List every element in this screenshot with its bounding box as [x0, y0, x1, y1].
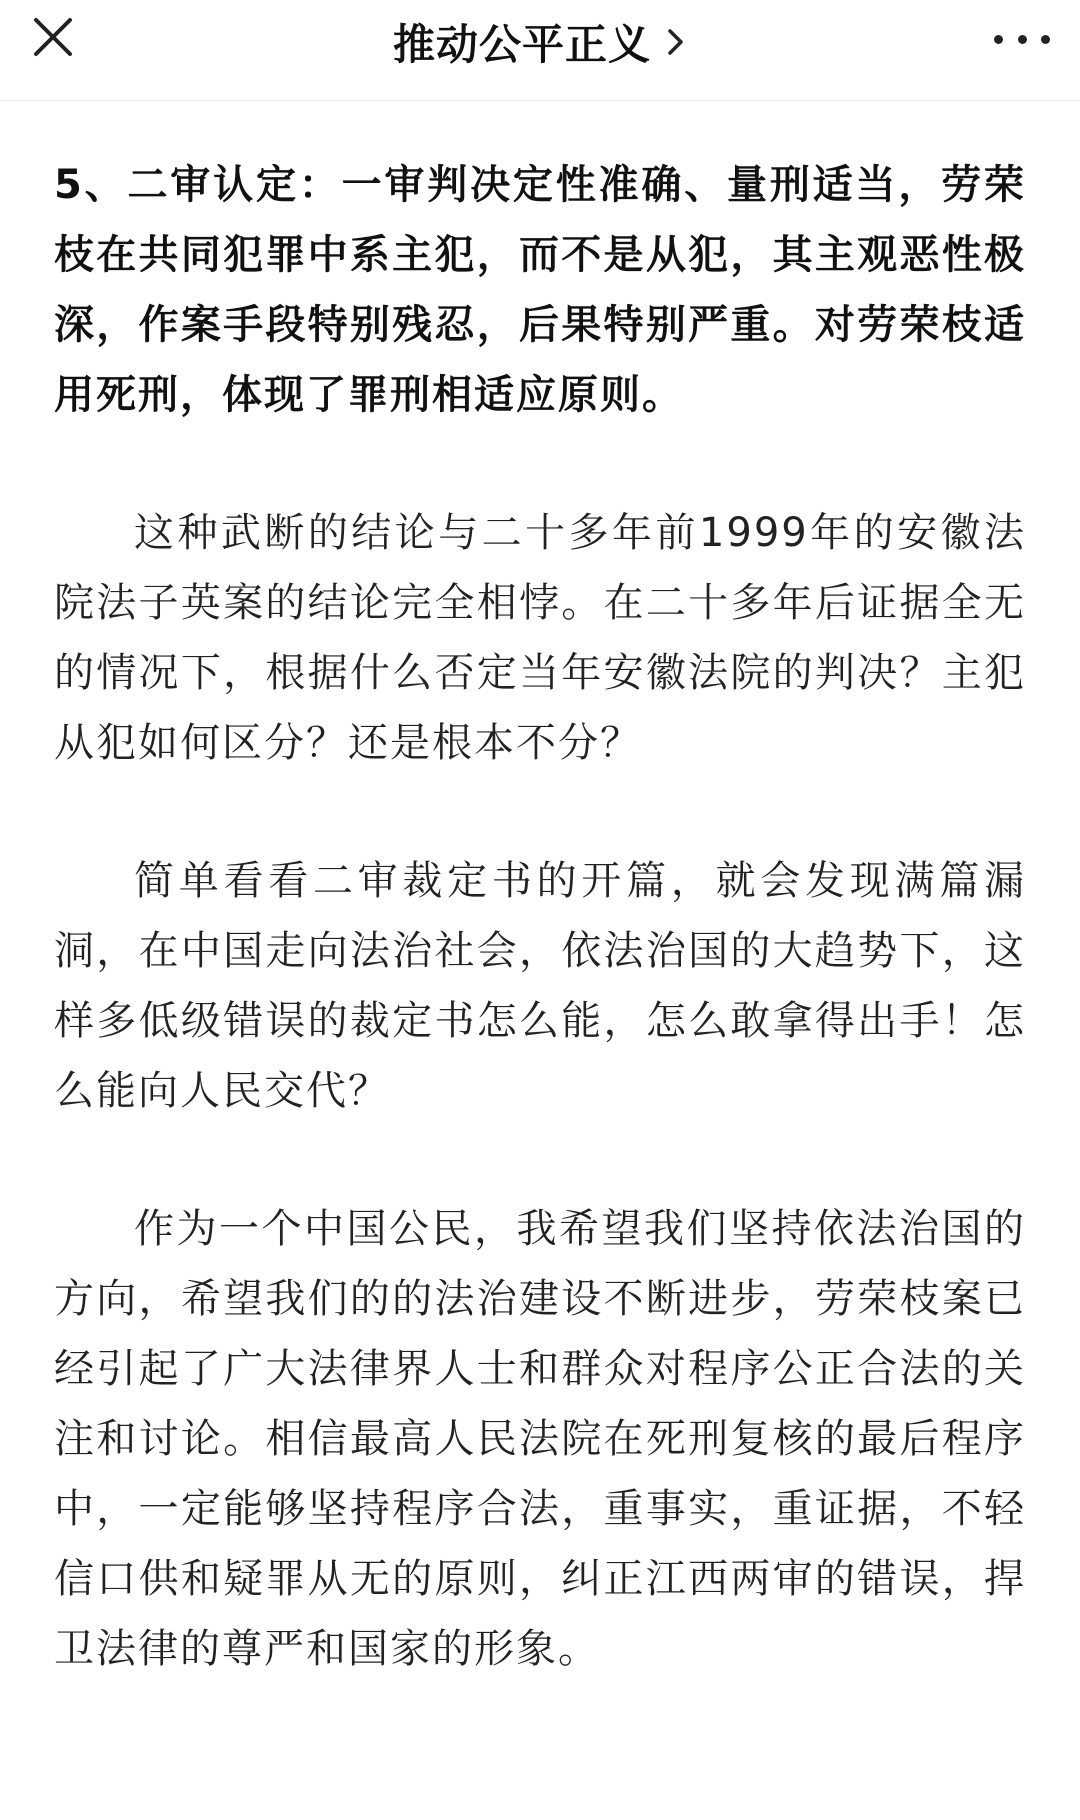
top-navbar	[0, 0, 1080, 101]
article-paragraph-4: 作为一个中国公民，我希望我们坚持依法治国的方向，希望我们的的法治建设不断进步，劳荣枝案已经引起了广大法律界人士和群众对程序公正合法的关注和讨论。相信最高人民法院在死刑复核的最后程序中，一定能够坚持程序合法，重事实，重证据，不轻信口供和疑罪从无的原则，纠正江西两审的错误，捍卫法律的尊严和国家的形象。	[54, 1206, 1026, 1672]
more-horizontal-icon	[994, 35, 1003, 44]
chevron-right-icon	[665, 25, 687, 59]
account-title-button[interactable]	[0, 14, 1080, 70]
more-button[interactable]	[994, 22, 1050, 56]
article-paragraph-1: 5、二审认定：一审判决定性准确、量刑适当，劳荣枝在共同犯罪中系主犯，而不是从犯，其主观恶性极深，作案手段特别残忍，后果特别严重。对劳荣枝适用死刑，体现了罪刑相适应原则。	[54, 162, 1026, 418]
article-paragraph-3: 简单看看二审裁定书的开篇，就会发现满篇漏洞，在中国走向法治社会，依法治国的大趋势下，这样多低级错误的裁定书怎么能，怎么敢拿得出手！怎么能向人民交代？	[54, 858, 1026, 1114]
article-body	[54, 150, 1026, 1752]
article-paragraph-2: 这种武断的结论与二十多年前1999年的安徽法院法子英案的结论完全相悖。在二十多年后证据全无的情况下，根据什么否定当年安徽法院的判决？主犯从犯如何区分？还是根本不分？	[54, 510, 1026, 766]
page-title: 推动公平正义	[392, 20, 651, 69]
